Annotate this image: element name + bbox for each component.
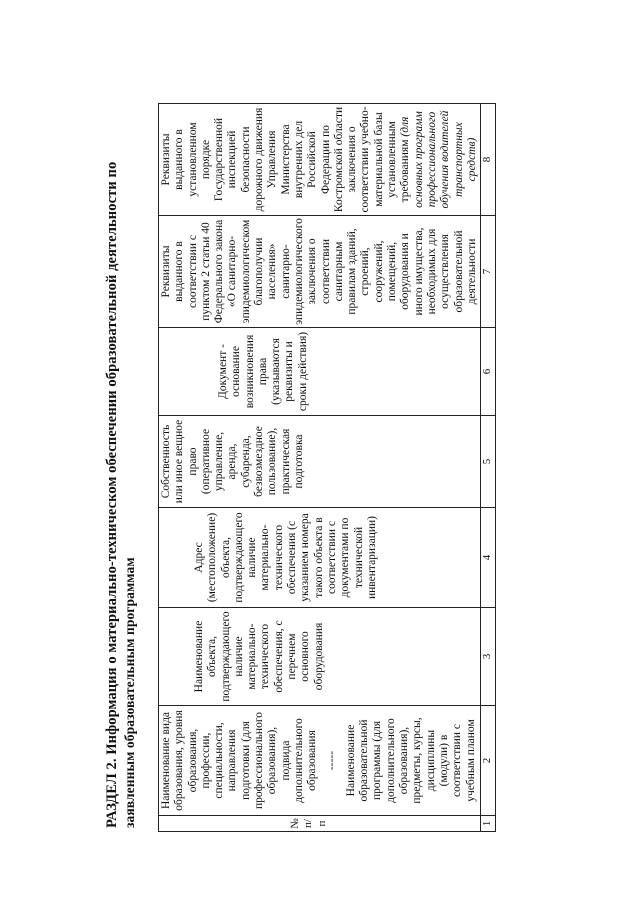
column-number: 7 bbox=[481, 216, 496, 328]
header-document: Документ - основание возникновения права (указываются реквизиты и сроки действия) bbox=[159, 328, 481, 416]
header-number: № п/п bbox=[159, 816, 481, 832]
header-traffic-police bbox=[159, 104, 481, 216]
header-traffic-police-text: Реквизиты выданного в установленном порядке Государственной инспекцией безопасности дорожного движения Управления Министерства внутренних дел Российской Федерации по Костромской области заключения о соответствии учебно-материальной базы установленным требованиям bbox=[160, 106, 412, 213]
header-program-name: Наименование образовательной программы (для дополнительного образования), предметы, курсы, дисциплины (модули) в соответствии с учебным планом bbox=[344, 717, 477, 804]
title-line-1: РАЗДЕЛ 2. Информация о материально-техническом обеспечении образовательной деятельности по bbox=[104, 161, 120, 828]
column-number: 5 bbox=[481, 416, 496, 508]
column-number: 3 bbox=[481, 608, 496, 706]
column-number: 1 bbox=[481, 816, 496, 832]
header-program-separator: ----- bbox=[325, 750, 338, 771]
header-program bbox=[159, 706, 481, 816]
header-object-name: Наименование объекта, подтверждающего наличие материально-технического обеспечения, с перечнем основного оборудования bbox=[159, 608, 481, 706]
column-numbers-row bbox=[481, 104, 496, 832]
header-ownership: Собственность или иное вещное право (оперативное управление, аренда, субаренда, безвозмездное пользование), практическая подготовка bbox=[159, 416, 481, 508]
header-traffic-police-note: (для основных программ профессионального обучения водителей транспортных средств) bbox=[399, 110, 478, 209]
column-number: 4 bbox=[481, 508, 496, 608]
header-address: Адрес (местоположение) объекта, подтверждающего наличие материально-технического обеспечения (с указанием номера такого объекта в соответствии с документами по технической инвентаризации) bbox=[159, 508, 481, 608]
rotated-page bbox=[100, 72, 540, 832]
column-number: 6 bbox=[481, 328, 496, 416]
title-line-2: заявленным образовательным программам bbox=[122, 557, 137, 828]
column-number: 2 bbox=[481, 706, 496, 816]
section-title bbox=[104, 76, 138, 828]
column-number: 8 bbox=[481, 104, 496, 216]
header-program-level: Наименование вида образования, уровня образования, профессии, специальности, направления подготовки (для профессионального образования), подвида дополнительного образования bbox=[160, 710, 319, 811]
materials-table bbox=[158, 103, 496, 832]
header-row bbox=[159, 104, 481, 832]
header-sanitary: Реквизиты выданного в соответствии с пунктом 2 статьи 40 Федерального закона «О санитарно-эпидемиологическом благополучии населения» санитарно-эпидемиологического заключения о соответствии санитарным правилам зданий, строений, сооружений, помещений, оборудования и иного имущества, необходимых для осуществления образовательной деятельности bbox=[159, 216, 481, 328]
